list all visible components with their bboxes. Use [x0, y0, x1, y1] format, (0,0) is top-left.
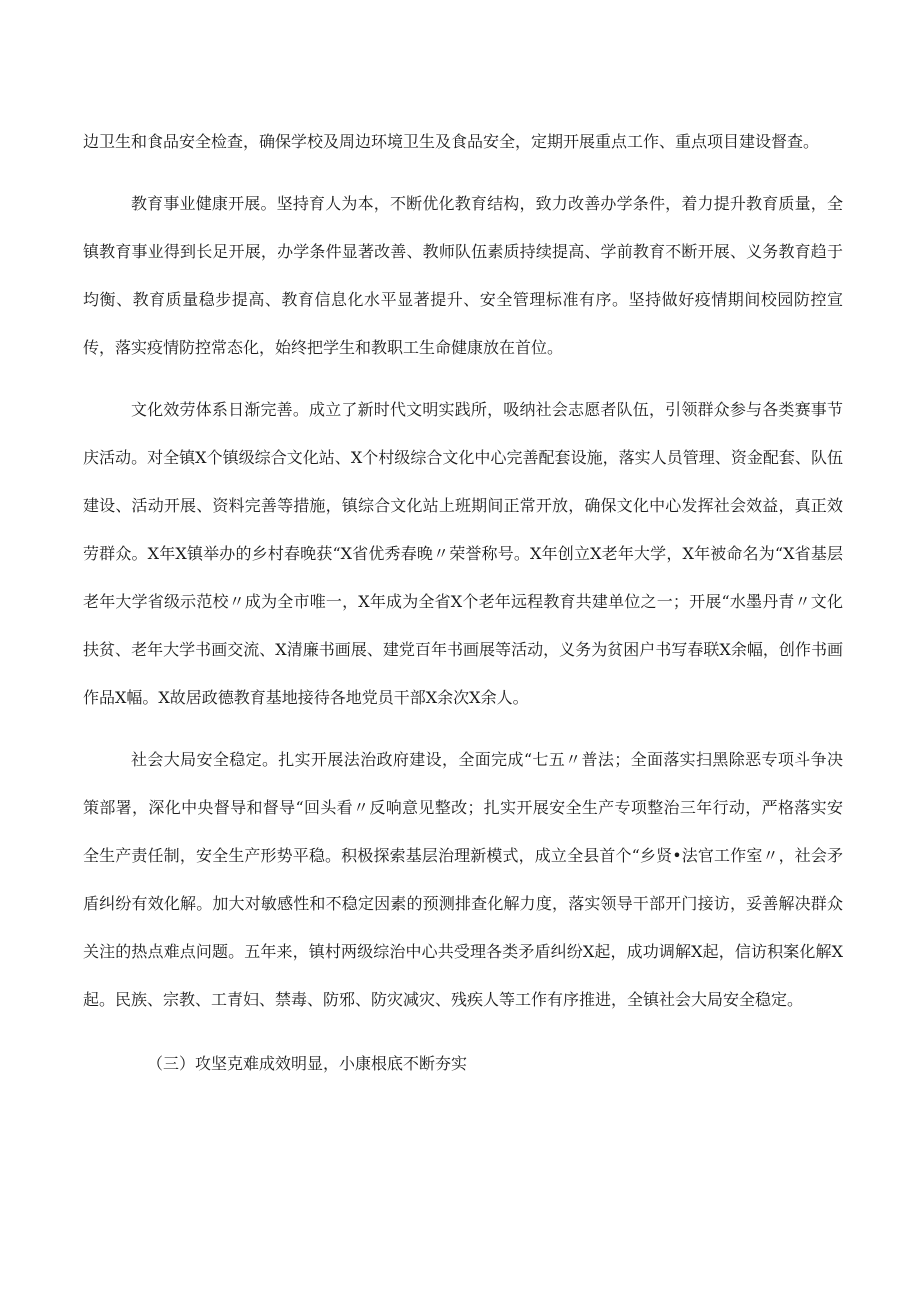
document-body [83, 118, 843, 1088]
paragraph-food-safety: 边卫生和食品安全检查，确保学校及周边环境卫生及食品安全，定期开展重点工作、重点项目建设督查。 [83, 132, 820, 151]
paragraph-social-stability: 社会大局安全稳定。扎实开展法治政府建设，全面完成“七五〃普法；全面落实扫黑除恶专项斗争决策部署，深化中央督导和督导“回头看〃反响意见整改；扎实开展安全生产专项整治三年行动，严格落实安全生产责任制，安全生产形势平稳。积极探索基层治理新模式，成立全县首个“乡贤•法官工作室〃，社会矛盾纠纷有效化解。加大对敏感性和不稳定因素的预测排查化解力度，落实领导干部开门接访，妥善解决群众关注的热点难点问题。五年来，镇村两级综治中心共受理各类矛盾纠纷X起，成功调解X起，信访积案化解X起。民族、宗教、工青妇、禁毒、防邪、防灾减灾、残疾人等工作有序推进，全镇社会大局安全稳定。 [83, 750, 843, 1009]
section-heading: （三）攻坚克难成效明显，小康根底不断夯实 [147, 1054, 468, 1073]
paragraph-culture-services: 文化效劳体系日渐完善。成立了新时代文明实践所，吸纳社会志愿者队伍，引领群众参与各类赛事节庆活动。对全镇X个镇级综合文化站、X个村级综合文化中心完善配套设施，落实人员管理、资金配套、队伍建设、活动开展、资料完善等措施，镇综合文化站上班期间正常开放，确保文化中心发挥社会效益，真正效劳群众。X年X镇举办的乡村春晚获“X省优秀春晚〃荣誉称号。X年创立X老年大学，X年被命名为“X省基层老年大学省级示范校〃成为全市唯一，X年成为全省X个老年远程教育共建单位之一；开展“水墨丹青〃文化扶贫、老年大学书画交流、X清廉书画展、建党百年书画展等活动，义务为贫困户书写春联X余幅，创作书画作品X幅。X故居政德教育基地接待各地党员干部X余次X余人。 [83, 400, 843, 707]
paragraph-education: 教育事业健康开展。坚持育人为本，不断优化教育结构，致力改善办学条件，着力提升教育质量，全镇教育事业得到长足开展，办学条件显著改善、教师队伍素质持续提高、学前教育不断开展、义务教育趋于均衡、教育质量稳步提高、教育信息化水平显著提升、安全管理标准有序。坚持做好疫情期间校园防控宣传，落实疫情防控常态化，始终把学生和教职工生命健康放在首位。 [83, 194, 843, 357]
